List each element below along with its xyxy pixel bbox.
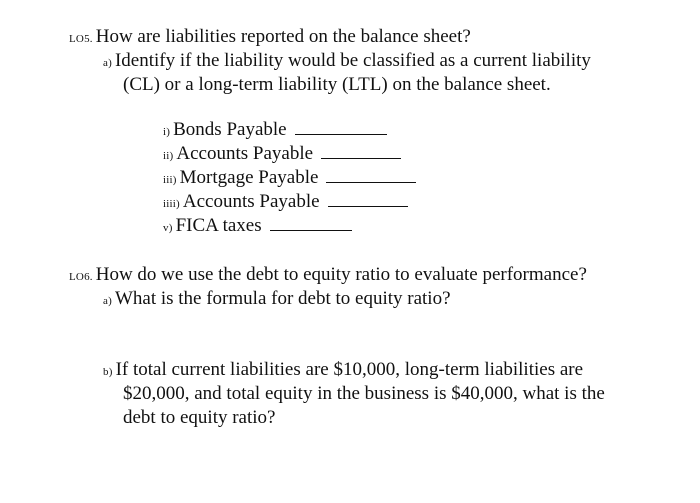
answer-blank[interactable]	[295, 133, 387, 135]
lo6-part-b-line1	[103, 359, 583, 383]
lo6-question	[69, 264, 587, 288]
lo5-part-a-line2	[123, 74, 551, 96]
list-item-accounts-payable-2	[163, 191, 408, 215]
lo6-part-b-marker: b)	[103, 366, 113, 378]
list-item-accounts-payable	[163, 143, 401, 167]
lo6-part-b-line3	[123, 407, 275, 429]
lo5-question	[69, 26, 471, 50]
item-marker: iiii)	[163, 198, 180, 210]
list-item-bonds-payable	[163, 119, 387, 143]
item-label: FICA taxes	[175, 215, 262, 236]
item-marker: i)	[163, 126, 171, 138]
item-marker: iii)	[163, 174, 177, 186]
list-item-fica-taxes	[163, 215, 352, 239]
answer-blank[interactable]	[328, 205, 408, 207]
lo5-part-a-text1: Identify if the liability would be classified as a current liability	[114, 50, 591, 71]
lo5-part-a-line1	[103, 50, 591, 74]
item-label: Mortgage Payable	[179, 167, 319, 188]
lo5-part-a-text2: (CL) or a long-term liability (LTL) on the balance sheet.	[123, 74, 551, 95]
lo6-part-a-marker: a)	[103, 295, 112, 307]
answer-blank[interactable]	[326, 181, 416, 183]
lo6-part-a-text: What is the formula for debt to equity ratio?	[114, 288, 451, 309]
item-label: Accounts Payable	[182, 191, 320, 212]
lo5-marker: LO5.	[69, 33, 93, 45]
lo5-question-text: How are liabilities reported on the balance sheet?	[95, 26, 471, 47]
lo6-part-b-text2: $20,000, and total equity in the business is $40,000, what is the	[123, 383, 605, 404]
item-label: Bonds Payable	[173, 119, 287, 140]
item-marker: ii)	[163, 150, 174, 162]
lo6-part-a	[103, 288, 451, 312]
item-marker: v)	[163, 222, 173, 234]
answer-blank[interactable]	[270, 229, 352, 231]
lo6-part-b-line2	[123, 383, 605, 405]
lo6-part-b-text1: If total current liabilities are $10,000, long-term liabilities are	[115, 359, 584, 380]
list-item-mortgage-payable	[163, 167, 416, 191]
item-label: Accounts Payable	[176, 143, 314, 164]
lo5-part-a-marker: a)	[103, 57, 112, 69]
lo6-marker: LO6.	[69, 271, 93, 283]
answer-blank[interactable]	[321, 157, 401, 159]
lo6-part-b-text3: debt to equity ratio?	[123, 407, 276, 428]
lo6-question-text: How do we use the debt to equity ratio to evaluate performance?	[95, 264, 587, 285]
